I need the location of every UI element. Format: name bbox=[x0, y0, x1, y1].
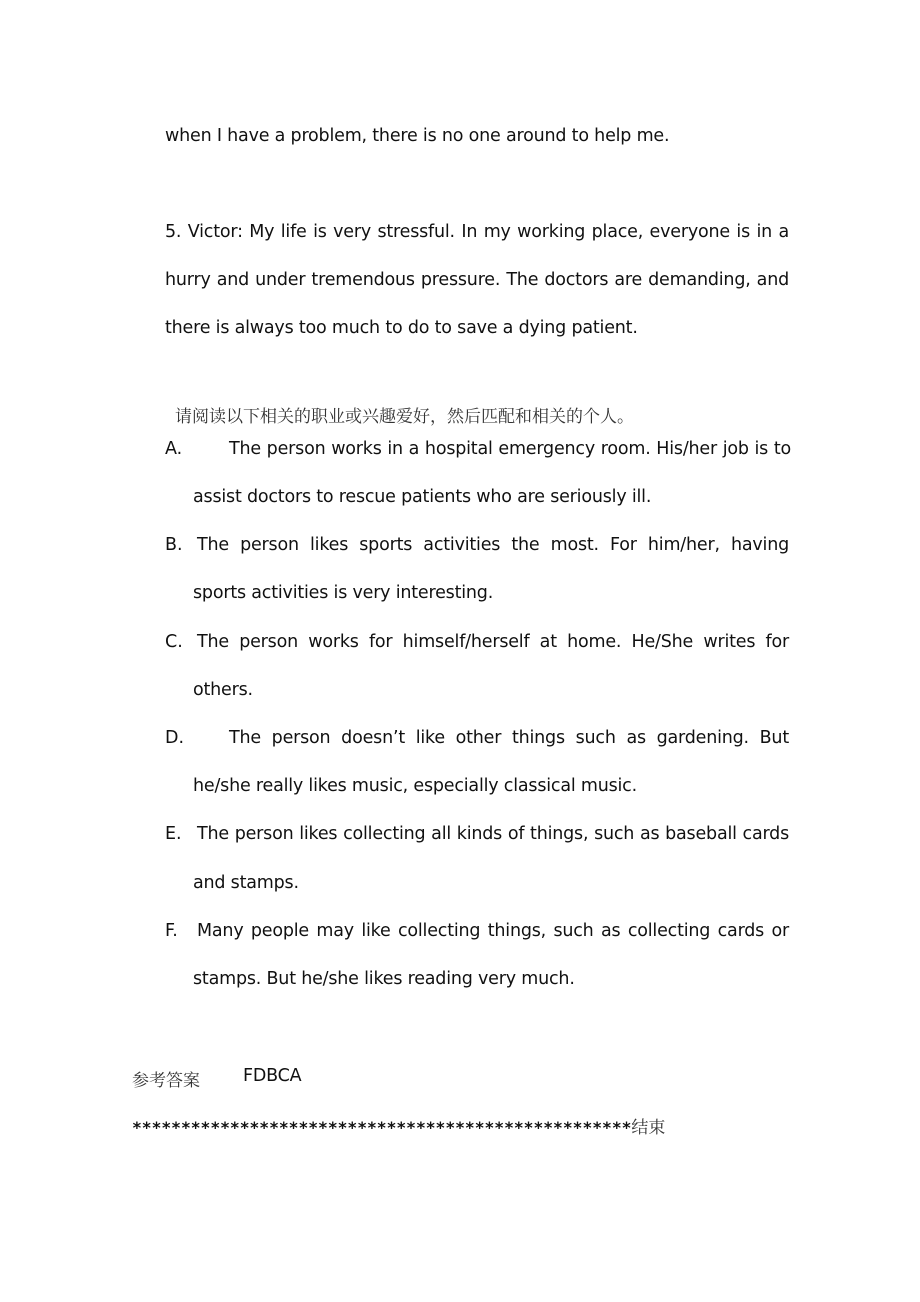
option-f-line-2: stamps. But he/she likes reading very much. bbox=[193, 969, 575, 989]
option-d-line-1: The person doesn’t like other things such as gardening. But bbox=[229, 728, 789, 748]
option-c-label: C. bbox=[165, 632, 183, 652]
option-e-line-2: and stamps. bbox=[193, 873, 299, 893]
continuation-text: when I have a problem, there is no one around to help me. bbox=[165, 126, 670, 146]
option-b-label: B. bbox=[165, 535, 183, 555]
option-f-label: F. bbox=[165, 921, 178, 941]
option-c-line-2: others. bbox=[193, 680, 253, 700]
item-5-line-1: 5. Victor: My life is very stressful. In my working place, everyone is in a bbox=[165, 222, 789, 242]
end-text: 结束 bbox=[631, 1118, 666, 1138]
answer-value: FDBCA bbox=[243, 1066, 302, 1086]
item-5-line-3: there is always too much to do to save a dying patient. bbox=[165, 318, 638, 338]
item-5-line-2: hurry and under tremendous pressure. The doctors are demanding, and bbox=[165, 270, 789, 290]
option-e-label: E. bbox=[165, 824, 182, 844]
answer-label: 参考答案 bbox=[132, 1071, 200, 1091]
option-e-line-1: The person likes collecting all kinds of things, such as baseball cards bbox=[197, 824, 789, 844]
option-d-line-2: he/she really likes music, especially classical music. bbox=[193, 776, 637, 796]
asterisk-divider: *************************************************** bbox=[132, 1118, 632, 1137]
end-divider bbox=[132, 1113, 665, 1138]
option-b-line-2: sports activities is very interesting. bbox=[193, 583, 494, 603]
option-b-line-1: The person likes sports activities the most. For him/her, having bbox=[197, 535, 789, 555]
option-a-line-2: assist doctors to rescue patients who are seriously ill. bbox=[193, 487, 652, 507]
option-f-line-1: Many people may like collecting things, such as collecting cards or bbox=[197, 921, 789, 941]
option-a-line-1: The person works in a hospital emergency room. His/her job is to bbox=[229, 439, 791, 459]
option-d-label: D. bbox=[165, 728, 185, 748]
option-c-line-1: The person works for himself/herself at home. He/She writes for bbox=[197, 632, 789, 652]
option-a-label: A. bbox=[165, 439, 183, 459]
instruction-text: 请阅读以下相关的职业或兴趣爱好，然后匹配和相关的个人。 bbox=[175, 407, 634, 427]
